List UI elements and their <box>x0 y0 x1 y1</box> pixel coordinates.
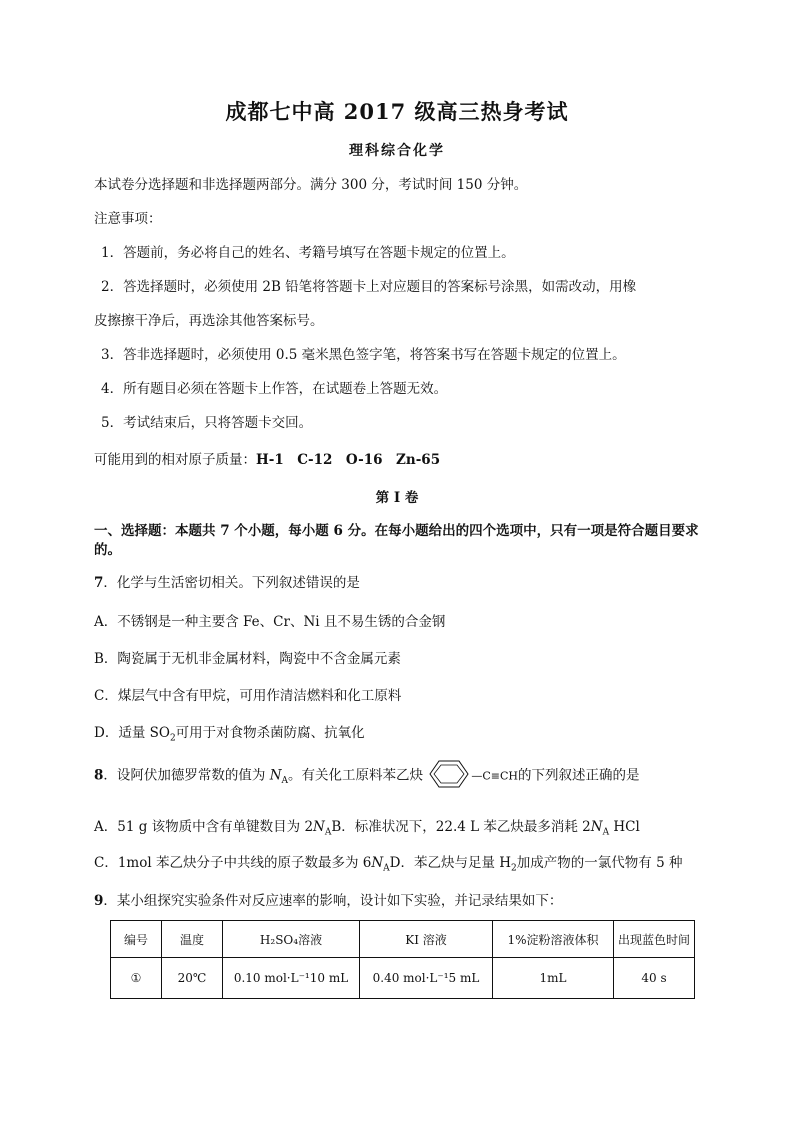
table-cell: ① <box>111 958 162 999</box>
question-7-option-b: B．陶瓷属于无机非金属材料，陶瓷中不含金属元素 <box>94 651 401 667</box>
option-d-text: D．苯乙炔与足量 H <box>389 855 512 871</box>
table-header-row <box>111 921 695 958</box>
alkyne-group: —C≡CH <box>471 769 518 783</box>
question-7-option-a: A．不锈钢是一种主要含 Fe、Cr、Ni 且不易生锈的合金钢 <box>94 614 446 630</box>
option-a-text: A．51 g 该物质中含有单键数目为 2 <box>94 819 314 835</box>
question-8-text-mid: 。有关化工原料苯乙炔 <box>288 767 424 784</box>
question-8-stem <box>94 759 639 793</box>
note-item: 2．答选择题时，必须使用 2B 铅笔将答题卡上对应题目的答案标号涂黑，如需改动，用橡 <box>101 279 637 295</box>
exam-title: 成都七中高 2017 级高三热身考试 <box>225 99 569 124</box>
option-b-text-end: HCl <box>609 819 640 835</box>
table-header: KI 溶液 <box>360 921 493 958</box>
note-item: 1．答题前，务必将自己的姓名、考籍号填写在答题卡规定的位置上。 <box>101 245 515 261</box>
subscript: A <box>602 827 610 838</box>
avogadro-symbol: N <box>371 855 384 871</box>
question-8-options-cd <box>94 851 682 874</box>
question-9-text: ．某小组探究实验条件对反应速率的影响，设计如下实验，并记录结果如下： <box>103 893 563 909</box>
part-one-heading: 一、选择题：本题共 7 个小题，每小题 6 分。在每小题给出的四个选项中，只有一项是符合题目要求 <box>94 523 699 539</box>
avogadro-symbol: N <box>590 819 603 835</box>
atomic-masses-values: H-1 C-12 O-16 Zn-65 <box>256 452 441 468</box>
table-header: 1%淀粉溶液体积 <box>493 921 614 958</box>
table-header: H₂SO₄溶液 <box>223 921 360 958</box>
note-item: 5．考试结束后，只将答题卡交回。 <box>101 415 313 431</box>
question-7-option-c: C．煤层气中含有甲烷，可用作清洁燃料和化工原料 <box>94 688 402 704</box>
table-header: 温度 <box>162 921 223 958</box>
subscript: A <box>324 827 332 838</box>
subscript: 2 <box>511 863 517 874</box>
avogadro-symbol: N <box>269 767 282 784</box>
note-item: 4．所有题目必须在答题卡上作答，在试题卷上答题无效。 <box>101 381 448 397</box>
intro-text: 本试卷分选择题和非选择题两部分。满分 300 分，考试时间 150 分钟。 <box>94 177 528 193</box>
question-7-option-d <box>94 721 365 744</box>
table-header: 编号 <box>111 921 162 958</box>
question-7-text: ．化学与生活密切相关。下列叙述错误的是 <box>103 575 360 591</box>
option-d-text: D．适量 SO <box>94 725 170 741</box>
table-row <box>111 958 695 999</box>
question-number: 8 <box>94 767 104 784</box>
exam-subtitle: 理科综合化学 <box>349 143 445 159</box>
table-cell: 20℃ <box>162 958 223 999</box>
question-8-text-end: 的下列叙述正确的是 <box>517 767 640 784</box>
experiment-table <box>110 920 695 999</box>
avogadro-symbol: N <box>313 819 325 835</box>
question-9-stem <box>94 889 562 909</box>
atomic-masses-label: 可能用到的相对原子质量： <box>94 452 256 468</box>
question-7-stem <box>94 571 360 591</box>
part-one-heading-cont: 的。 <box>94 542 121 558</box>
note-item: 皮擦擦干净后，再选涂其他答案标号。 <box>94 313 324 329</box>
section-title: 第 I 卷 <box>375 490 419 506</box>
question-8-options-ab <box>94 815 640 838</box>
table-header: 出现蓝色时间 <box>614 921 695 958</box>
question-number: 9 <box>94 893 104 909</box>
atomic-masses <box>94 448 440 468</box>
subscript: 2 <box>169 733 176 744</box>
option-c-text: C．1mol 苯乙炔分子中共线的原子数最多为 6 <box>94 855 372 871</box>
table-cell: 1mL <box>493 958 614 999</box>
option-d-text-end: 加成产物的一氯代物有 5 种 <box>516 855 683 871</box>
benzene-ring-icon <box>429 759 469 793</box>
subscript: A <box>383 863 390 874</box>
option-d-text-cont: 可用于对食物杀菌防腐、抗氧化 <box>175 725 365 741</box>
subscript: A <box>281 776 289 787</box>
table-cell: 40 s <box>614 958 695 999</box>
question-number: 7 <box>94 575 104 591</box>
table-cell: 0.10 mol·L⁻¹10 mL <box>223 958 360 999</box>
option-b-text: B．标准状况下，22.4 L 苯乙炔最多消耗 2 <box>331 819 591 835</box>
note-item: 3．答非选择题时，必须使用 0.5 毫米黑色签字笔，将答案书写在答题卡规定的位置上。 <box>101 347 626 363</box>
question-8-text: ．设阿伏加德罗常数的值为 <box>103 767 270 784</box>
table-cell: 0.40 mol·L⁻¹5 mL <box>360 958 493 999</box>
notes-heading: 注意事项： <box>94 211 162 227</box>
